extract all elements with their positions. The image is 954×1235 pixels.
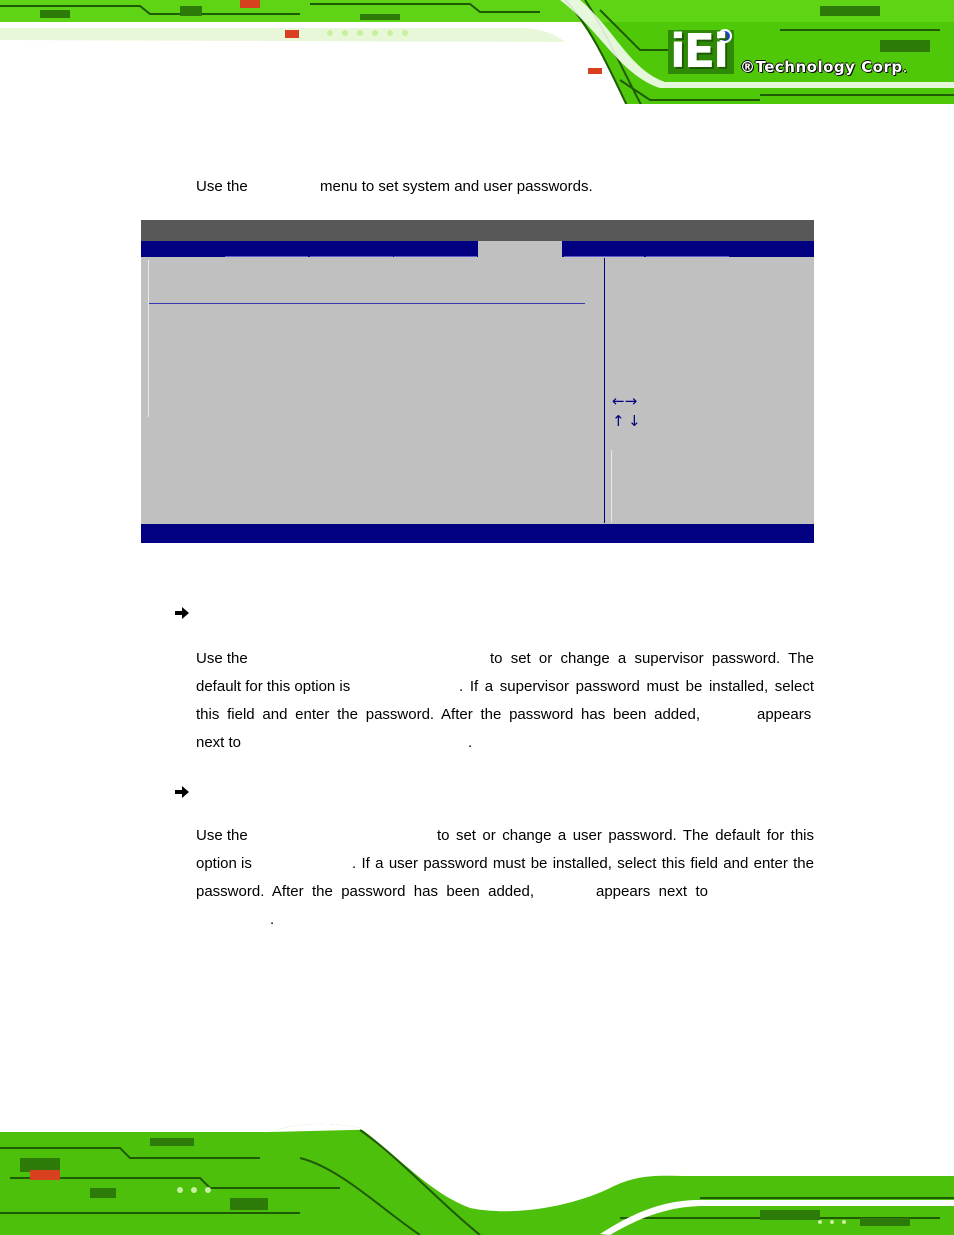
para-line: to set or change a supervisor password. The xyxy=(490,650,814,667)
select-item-down-arrow: ↓ xyxy=(628,412,641,430)
para-line: option is xyxy=(196,855,252,872)
bios-tab[interactable] xyxy=(394,256,477,257)
bios-screen xyxy=(141,220,814,543)
page-header xyxy=(0,0,954,112)
select-screen-arrows: ←→ xyxy=(612,392,638,410)
select-item-up-arrow: ↑ xyxy=(612,412,625,430)
bios-tab[interactable] xyxy=(564,256,644,257)
para-line: appears next to xyxy=(596,883,708,900)
para-line: Use the xyxy=(196,650,248,667)
para-line: . If a user password must be installed, select this field and enter the xyxy=(352,855,814,872)
bios-panel-divider xyxy=(604,258,605,523)
para-line: this field and enter the password. After the password has been added, xyxy=(196,706,700,723)
bios-title-bar xyxy=(141,220,814,241)
para-line: next to xyxy=(196,734,242,751)
para-line: . If a supervisor password must be installed, select xyxy=(459,678,814,695)
circuit-board-banner xyxy=(0,0,954,112)
bios-help-panel-border xyxy=(611,450,612,522)
company-brand xyxy=(740,58,908,76)
bullet-arrow-icon xyxy=(174,606,190,625)
bios-tab[interactable] xyxy=(225,256,308,257)
para-line: . xyxy=(270,911,275,928)
company-brand-text: ®Technology Corp xyxy=(740,58,903,76)
company-brand-dot: . xyxy=(902,58,908,76)
bios-tab[interactable] xyxy=(646,256,729,257)
bullet-arrow-icon xyxy=(174,785,190,804)
page-footer xyxy=(0,1118,954,1235)
para-line: Use the xyxy=(196,827,248,844)
para-line: to set or change a user password. The default for this xyxy=(437,827,814,844)
bios-left-panel-border xyxy=(148,260,149,417)
para-line: appears xyxy=(757,706,812,723)
bios-tab-security-active[interactable] xyxy=(478,241,562,258)
bios-tab[interactable] xyxy=(310,256,393,257)
para-line: default for this option is xyxy=(196,678,351,695)
para-line: . xyxy=(468,734,473,751)
para-line: password. After the password has been added, xyxy=(196,883,534,900)
intro-line-end: menu to set system and user passwords. xyxy=(320,178,593,195)
bios-footer-bar xyxy=(141,524,814,543)
company-logo: iEi xyxy=(670,24,727,78)
intro-line-start: Use the xyxy=(196,178,248,195)
bios-section-underline xyxy=(149,303,585,304)
circuit-board-footer xyxy=(0,1118,954,1235)
